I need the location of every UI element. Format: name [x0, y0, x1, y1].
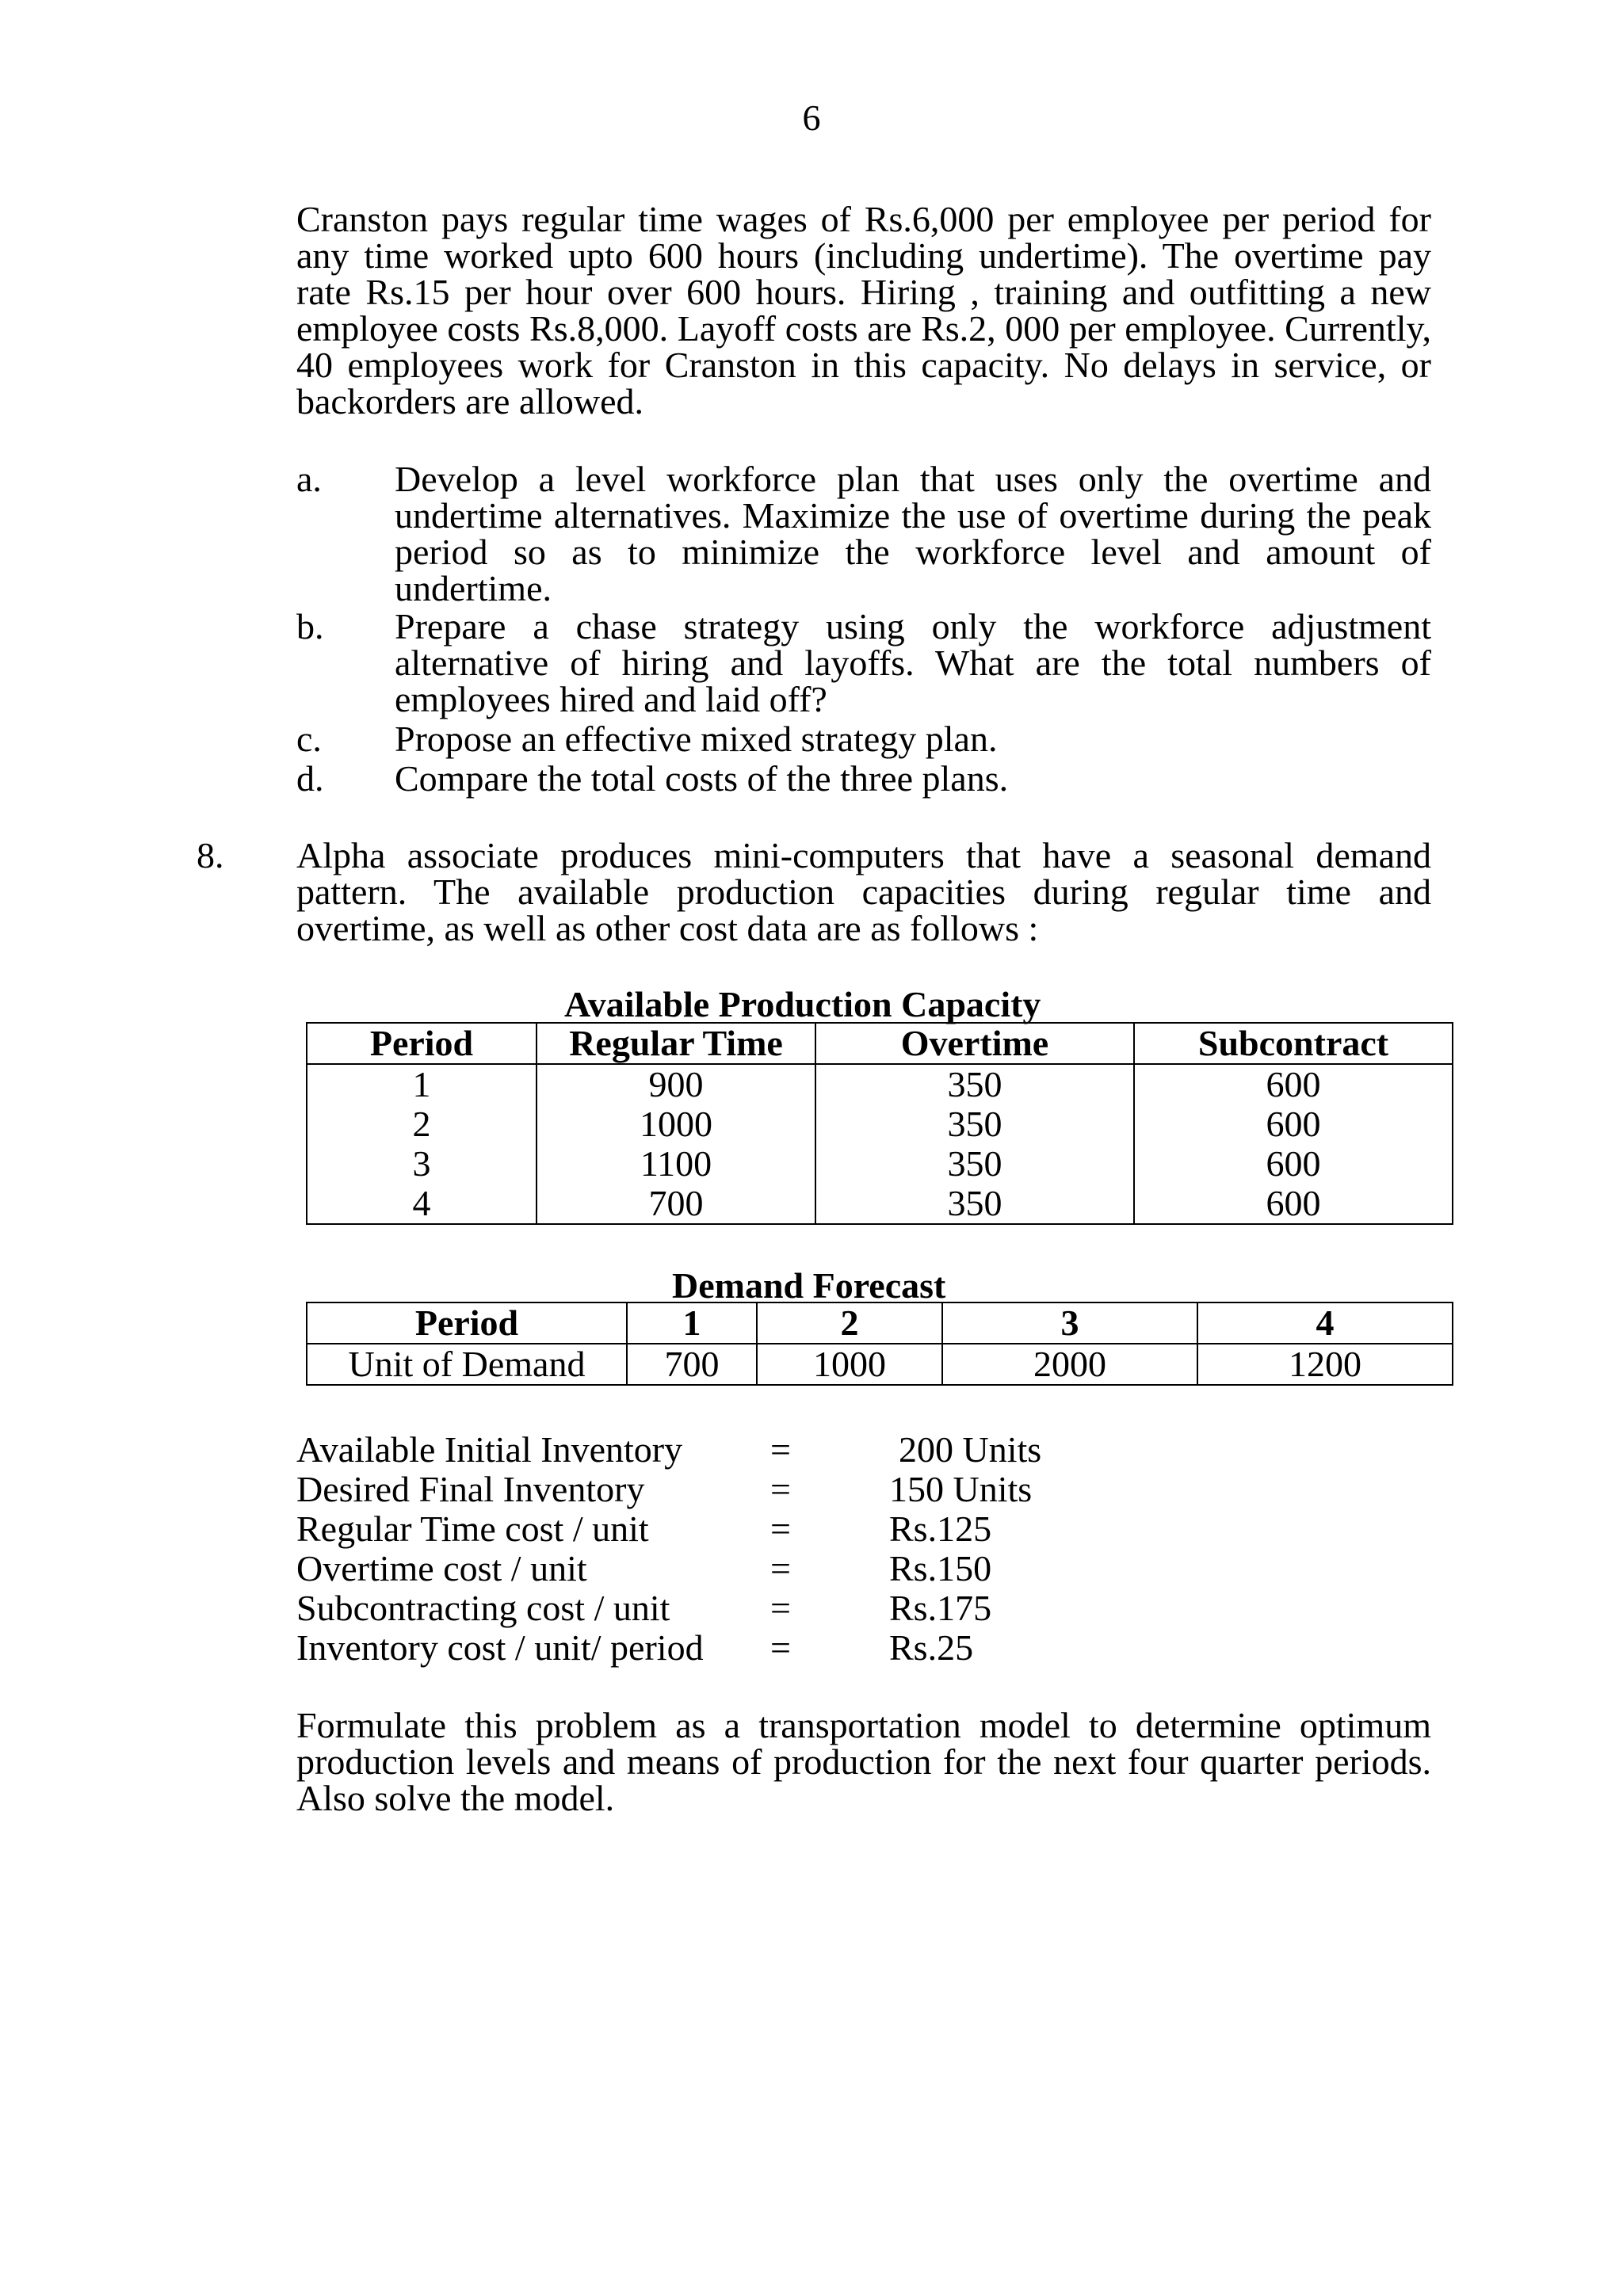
table-cell: 350: [815, 1184, 1134, 1224]
header-cell: Overtime: [815, 1023, 1134, 1064]
table-cell: 1100: [537, 1144, 815, 1184]
table-cell: 600: [1134, 1104, 1453, 1144]
equals-sign: =: [770, 1429, 791, 1470]
table-cell: Unit of Demand: [307, 1344, 627, 1385]
table-row: [307, 1064, 1453, 1104]
table-cell: 600: [1134, 1064, 1453, 1104]
table-row: [307, 1144, 1453, 1184]
parameter-value: Rs.125: [889, 1508, 992, 1549]
sub-question-text: Propose an effective mixed strategy plan.: [395, 719, 998, 759]
question-number: 8.: [197, 835, 224, 875]
question-8: [197, 837, 1431, 947]
header-cell: 3: [942, 1302, 1197, 1344]
equals-sign: =: [770, 1548, 791, 1589]
parameter-label: Inventory cost / unit/ period: [296, 1627, 704, 1668]
table-header-row: [307, 1302, 1453, 1344]
sub-question-b: [296, 608, 1431, 718]
parameter-row: [296, 1628, 1041, 1668]
parameter-label: Subcontracting cost / unit: [296, 1588, 670, 1628]
parameter-row: [296, 1549, 1041, 1589]
demand-table-caption: Demand Forecast: [672, 1265, 946, 1306]
table-cell: 1000: [537, 1104, 815, 1144]
sub-question-d: [296, 758, 1431, 799]
table-cell: 350: [815, 1144, 1134, 1184]
capacity-table: [306, 1022, 1453, 1225]
table-row: [307, 1344, 1453, 1385]
capacity-table-caption: Available Production Capacity: [564, 984, 1041, 1024]
equals-sign: =: [770, 1627, 791, 1668]
table-row: [307, 1184, 1453, 1224]
table-cell: 2000: [942, 1344, 1197, 1385]
table-cell: 4: [307, 1184, 537, 1224]
parameter-label: Regular Time cost / unit: [296, 1508, 649, 1549]
table-cell: 350: [815, 1064, 1134, 1104]
table-header-row: [307, 1023, 1453, 1064]
table-cell: 900: [537, 1064, 815, 1104]
parameter-label: Available Initial Inventory: [296, 1429, 683, 1470]
header-cell: 4: [1197, 1302, 1453, 1344]
table-cell: 350: [815, 1104, 1134, 1144]
table-cell: 3: [307, 1144, 537, 1184]
table-cell: 2: [307, 1104, 537, 1144]
parameter-label: Desired Final Inventory: [296, 1469, 645, 1509]
sub-question-text: Compare the total costs of the three plans.: [395, 758, 1009, 799]
table-cell: 1200: [1197, 1344, 1453, 1385]
sub-question-c: [296, 721, 1431, 757]
sub-question-marker: d.: [296, 758, 324, 799]
equals-sign: =: [770, 1508, 791, 1549]
table-cell: 700: [537, 1184, 815, 1224]
parameter-value: Rs.150: [889, 1548, 992, 1589]
sub-question-text: Develop a level workforce plan that uses only the overtime and undertime alternatives. Maximize the use of overtime during the peak period so as to minimize the workforce level and amount of undertime.: [395, 459, 1431, 608]
header-cell: Period: [307, 1023, 537, 1064]
sub-question-text: Prepare a chase strategy using only the workforce adjustment alternative of hiring and layoffs. What are the total numbers of employees hired and laid off?: [395, 606, 1431, 719]
parameter-row: [296, 1470, 1041, 1509]
equals-sign: =: [770, 1588, 791, 1628]
sub-question-a: [296, 461, 1431, 607]
parameter-value: Rs.25: [889, 1627, 974, 1668]
parameter-value: 150 Units: [889, 1469, 1033, 1509]
demand-table: [306, 1302, 1453, 1386]
sub-question-marker: a.: [296, 459, 322, 499]
sub-question-marker: b.: [296, 606, 324, 646]
cost-parameters: [296, 1430, 1041, 1668]
parameter-value: Rs.175: [889, 1588, 992, 1628]
table-row: [307, 1104, 1453, 1144]
equals-sign: =: [770, 1469, 791, 1509]
header-cell: Regular Time: [537, 1023, 815, 1064]
intro-paragraph: Cranston pays regular time wages of Rs.6,000 per employee per period for any time worked upto 600 hours (including undertime). The overtime pay rate Rs.15 per hour over 600 hours. Hiring , training and outfitting a new employee costs Rs.8,000. Layoff costs are Rs.2, 000 per employee. Currently, 40 employees work for Cranston in this capacity. No delays in service, or backorders are allowed.: [296, 199, 1431, 421]
table-cell: 600: [1134, 1184, 1453, 1224]
closing-paragraph: Formulate this problem as a transportation model to determine optimum production levels and means of production for the next four quarter periods. Also solve the model.: [296, 1705, 1431, 1818]
page-number: 6: [802, 97, 821, 138]
parameter-label: Overtime cost / unit: [296, 1548, 587, 1589]
sub-question-marker: c.: [296, 719, 322, 759]
sub-question-list: [296, 461, 1431, 797]
parameter-row: [296, 1509, 1041, 1549]
header-cell: 1: [627, 1302, 757, 1344]
question-text: Alpha associate produces mini-computers that have a seasonal demand pattern. The available production capacities during regular time and overtime, as well as other cost data are as follows :: [296, 835, 1431, 948]
table-cell: 700: [627, 1344, 757, 1385]
parameter-row: [296, 1589, 1041, 1628]
table-cell: 600: [1134, 1144, 1453, 1184]
table-cell: 1: [307, 1064, 537, 1104]
header-cell: 2: [757, 1302, 942, 1344]
parameter-value: 200 Units: [899, 1429, 1042, 1470]
header-cell: Period: [307, 1302, 627, 1344]
table-cell: 1000: [757, 1344, 942, 1385]
header-cell: Subcontract: [1134, 1023, 1453, 1064]
parameter-row: [296, 1430, 1041, 1470]
